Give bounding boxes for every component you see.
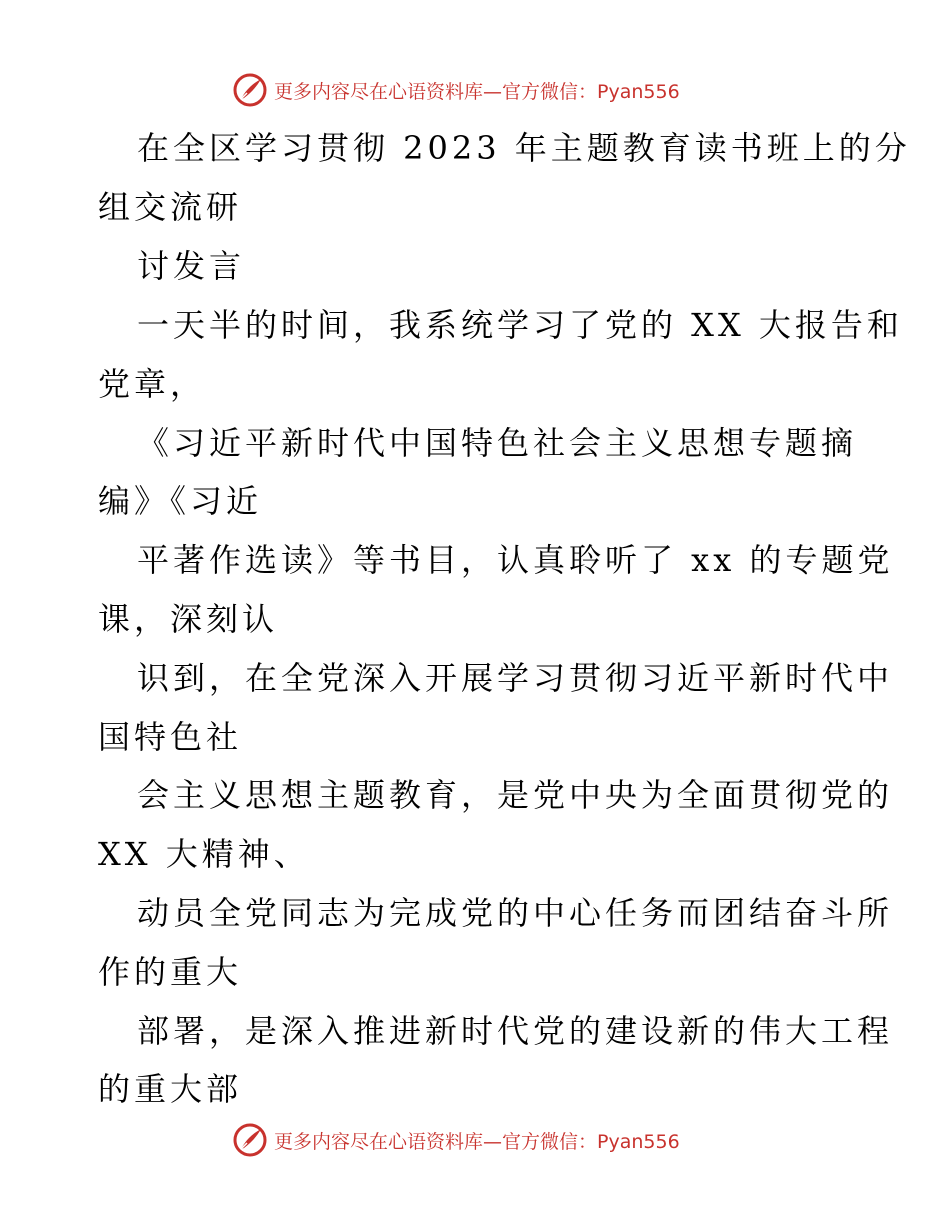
- body-line: 讨发言: [137, 247, 246, 285]
- body-line: 编》《习近: [98, 482, 263, 520]
- body-line: 一天半的时间，我系统学习了党的 XX 大报告和: [137, 306, 903, 344]
- header-banner-text: 更多内容尽在心语资料库—官方微信：Pyan556: [274, 80, 680, 103]
- body-line: 会主义思想主题教育，是党中央为全面贯彻党的: [137, 776, 894, 814]
- body-line: 动员全党同志为完成党的中心任务而团结奋斗所: [137, 894, 894, 932]
- body-line: 《习近平新时代中国特色社会主义思想专题摘: [137, 424, 858, 462]
- footer-banner-text: 更多内容尽在心语资料库—官方微信：Pyan556: [274, 1130, 680, 1153]
- body-line: 组交流研: [98, 188, 243, 226]
- body-line: 识到，在全党深入开展学习贯彻习近平新时代中: [137, 659, 894, 697]
- body-line: 在全区学习贯彻 2023 年主题教育读书班上的分: [137, 129, 911, 167]
- feather-pen-logo-icon: [232, 1122, 268, 1158]
- footer-banner: [232, 1120, 680, 1160]
- body-line: 作的重大: [98, 953, 243, 991]
- body-line: 课，深刻认: [98, 600, 279, 638]
- header-banner: [232, 70, 680, 110]
- body-line: 的重大部: [98, 1070, 243, 1108]
- body-line: XX 大精神、: [98, 835, 310, 873]
- feather-pen-logo-icon: [232, 72, 268, 108]
- body-line: 党章，: [98, 365, 207, 403]
- body-line: 平著作选读》等书目，认真聆听了 xx 的专题党: [137, 541, 894, 579]
- body-line: 部署，是深入推进新时代党的建设新的伟大工程: [137, 1012, 894, 1050]
- body-line: 国特色社: [98, 718, 243, 756]
